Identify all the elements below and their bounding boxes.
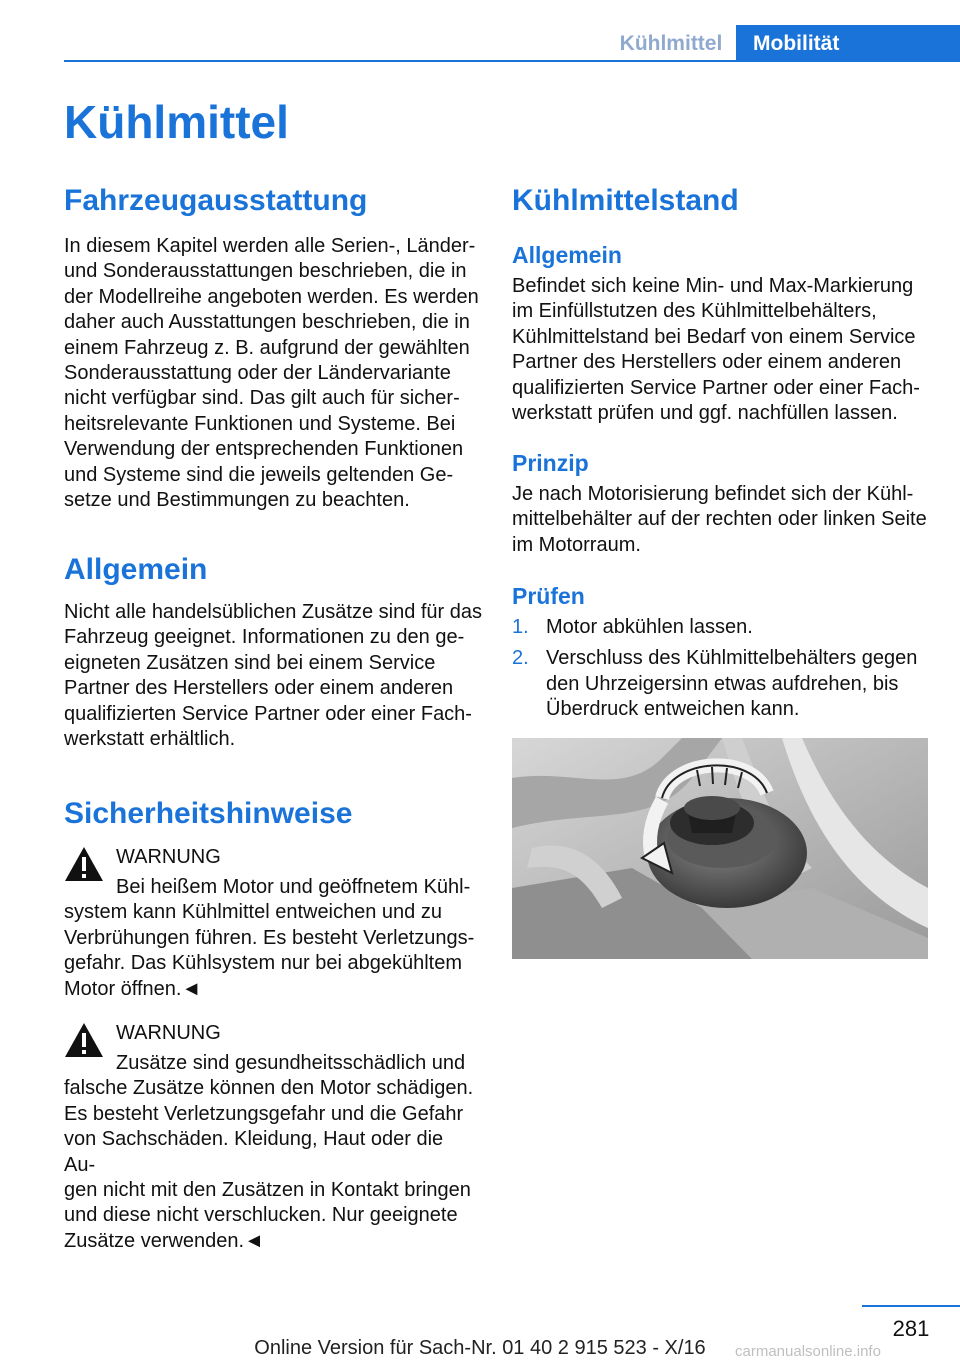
step-number: 1.	[512, 616, 529, 638]
subheading-pruefen: Prüfen	[512, 583, 585, 609]
list-item: 2. Verschluss des Kühlmittelbehälters gegen den Uhrzeigersinn etwas aufdrehen, bis Überdruck entweichen kann.	[512, 647, 918, 721]
page-number: 281	[892, 1316, 930, 1341]
paragraph-allgemein: Nicht alle handelsüblichen Zusätze sind für das Fahrzeug geeignet. Informationen zu den ge- eigneten Zusätzen sind bei einem Service Partner des Herstellers oder einem anderen qualifizierten Service Partner oder einer Fach- werkstatt erhältlich.	[64, 601, 483, 751]
steps-list	[512, 615, 932, 729]
list-item: 1. Motor abkühlen lassen.	[512, 615, 932, 640]
header-tab-chapter[interactable]: Mobilität	[736, 25, 960, 62]
watermark: carmanualsonline.info	[735, 1343, 881, 1360]
warning-block-2	[64, 1021, 478, 1254]
subheading-prinzip: Prinzip	[512, 450, 589, 476]
coolant-cap-illustration	[512, 738, 928, 959]
subheading-allgemein: Allgemein	[512, 242, 622, 268]
footer-online-version: Online Version für Sach-Nr. 01 40 2 915 523 - X/16	[254, 1337, 706, 1359]
warning-block-1	[64, 845, 478, 1002]
warning-title: WARNUNG	[116, 1022, 221, 1044]
warning-triangle-icon	[64, 1021, 104, 1059]
page-title: Kühlmittel	[64, 96, 289, 148]
coolant-reservoir-photo	[512, 738, 928, 959]
heading-allgemein: Allgemein	[64, 553, 208, 586]
heading-sicherheitshinweise: Sicherheitshinweise	[64, 797, 353, 830]
warning-text: Zusätze sind gesundheitsschädlich und falsche Zusätze können den Motor schädigen. Es besteht Verletzungsgefahr und die Gefahr von Sachschäden. Kleidung, Haut oder die Au- gen nicht mit den Zusätzen in Kontakt bringen und diese nicht verschlucken. Nur geeignete Zusätze verwenden.◄	[64, 1052, 474, 1252]
header-tab-section[interactable]: Kühlmittel	[619, 32, 723, 55]
page-number-rule	[862, 1305, 960, 1307]
heading-kuehlmittelstand: Kühlmittelstand	[512, 184, 739, 217]
warning-triangle-icon	[64, 845, 104, 883]
warning-title: WARNUNG	[116, 846, 221, 868]
step-number: 2.	[512, 647, 529, 670]
warning-text: Bei heißem Motor und geöffnetem Kühl- system kann Kühlmittel entweichen und zu Verbrühungen führen. Es besteht Verletzungs- gefahr. Das Kühlsystem nur bei abgekühltem Motor öffnen.◄	[64, 876, 475, 1000]
paragraph-kuehlmittel-allgemein: Befindet sich keine Min- und Max-Markierung im Einfüllstutzen des Kühlmittelbehälters, Kühlmittelstand bei Bedarf von einem Service Partner des Herstellers oder einem anderen qualifizierten Service Partner oder einer Fach- werkstatt prüfen und ggf. nachfüllen lassen.	[512, 275, 920, 425]
paragraph-prinzip: Je nach Motorisierung befindet sich der Kühl- mittelbehälter auf der rechten oder linken Seite im Motorraum.	[512, 483, 927, 556]
paragraph-fahrzeugausstattung: In diesem Kapitel werden alle Serien-, Länder- und Sonderausstattungen beschrieben, die in der Modellreihe angeboten werden. Es werden daher auch Ausstattungen beschrieben, die in einem Fahrzeug z. B. aufgrund der gewählten Sonderausstattung oder der Ländervariante nicht verfügbar sind. Das gilt auch für sicher- heitsrelevante Funktionen und Systeme. Bei Verwendung der entsprechenden Funktionen und Systeme sind die jeweils geltenden Ge- setze und Bestimmungen zu beachten.	[64, 235, 479, 512]
heading-fahrzeugausstattung: Fahrzeugausstattung	[64, 184, 368, 217]
